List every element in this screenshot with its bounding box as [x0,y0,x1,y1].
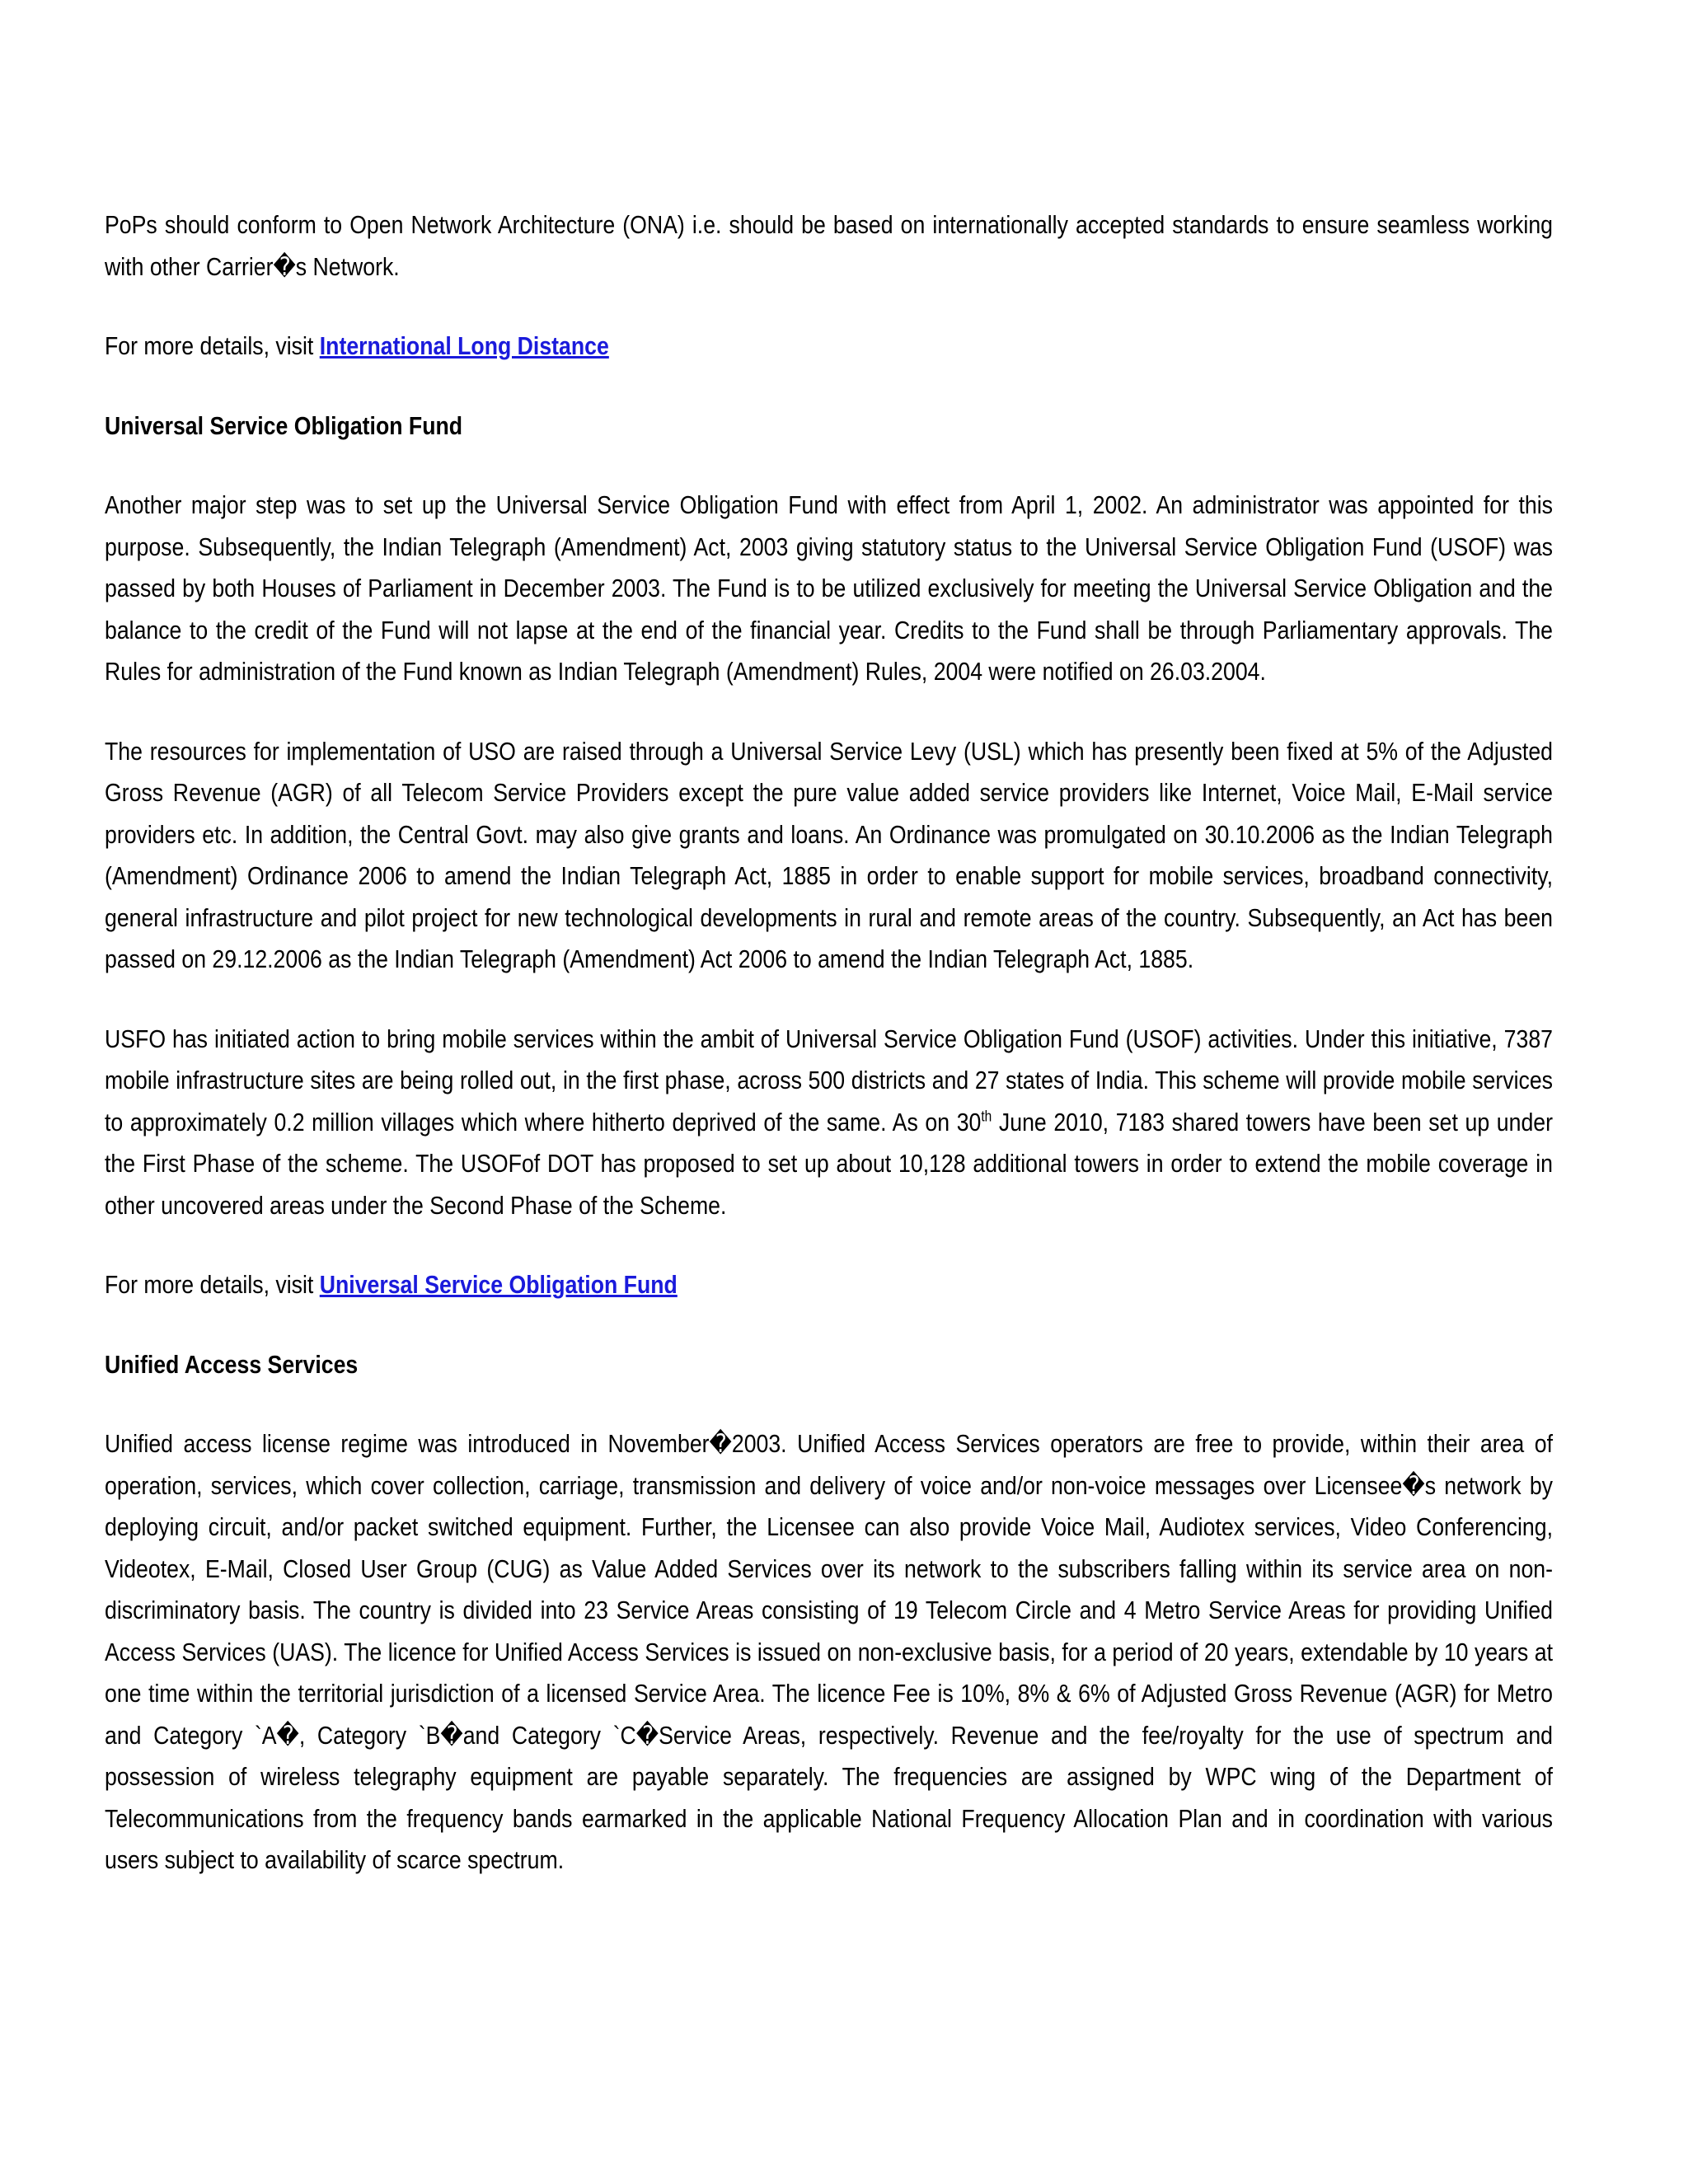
usof-paragraph-3-part-b: June 2010, 7183 shared towers have been set up under the First Phase of the scheme. The USOFof DOT has proposed to set up about 10,128 additional towers in order to extend the mobile coverage in other uncovered areas under the Second Phase of the Scheme. [105,1107,1553,1220]
usof-details-prefix: For more details, visit [105,1270,320,1299]
usof-paragraph-3 [105,1019,1553,1227]
usof-details-line [105,1264,1553,1306]
document-page [105,204,1553,1919]
ordinal-suffix: th [981,1108,992,1125]
ona-paragraph [105,204,1553,288]
ild-details-line [105,326,1553,368]
usof-paragraph-2: The resources for implementation of USO are raised through a Universal Service Levy (USL) which has presently been fixed at 5% of the Adjusted Gross Revenue (AGR) of all Telecom Service Providers except the pure value added service providers like Internet, Voice Mail, E-Mail service providers etc. In addition, the Central Govt. may also give grants and loans. An Ordinance was promulgated on 30.10.2006 as the Indian Telegraph (Amendment) Ordinance 2006 to amend the Indian Telegraph Act, 1885 in order to enable support for mobile services, broadband connectivity, general infrastructure and pilot project for new technological developments in rural and remote areas of the country. Subsequently, an Act has been passed on 29.12.2006 as the Indian Telegraph (Amendment) Act 2006 to amend the Indian Telegraph Act, 1885. [105,736,1553,973]
international-long-distance-link[interactable]: International Long Distance [319,331,609,360]
usof-paragraph-1: Another major step was to set up the Universal Service Obligation Fund with effect from April 1, 2002. An administrator was appointed for this purpose. Subsequently, the Indian Telegraph (Amendment) Act, 2003 giving statutory status to the Universal Service Obligation Fund (USOF) was passed by both Houses of Parliament in December 2003. The Fund is to be utilized exclusively for meeting the Universal Service Obligation and the balance to the credit of the Fund will not lapse at the end of the financial year. Credits to the Fund shall be through Parliamentary approvals. The Rules for administration of the Fund known as Indian Telegraph (Amendment) Rules, 2004 were notified on 26.03.2004. [105,490,1553,686]
usof-paragraph-3-part-a: USFO has initiated action to bring mobile services within the ambit of Universal Service Obligation Fund (USOF) activities. Under this initiative, 7387 mobile infrastructure sites are being rolled out, in the first phase, across 500 districts and 27 states of India. This scheme will provide mobile services to approximately 0.2 million villages which where hitherto deprived of the same. As on 30 [105,1024,1553,1137]
uas-heading: Unified Access Services [105,1349,359,1379]
ild-details-prefix: For more details, visit [105,331,320,360]
usof-heading: Universal Service Obligation Fund [105,410,463,440]
universal-service-obligation-fund-link[interactable]: Universal Service Obligation Fund [319,1270,678,1299]
ona-paragraph-text: PoPs should conform to Open Network Architecture (ONA) i.e. should be based on internationally accepted standards to ensure seamless working with other Carrier�s Network. [105,210,1553,281]
uas-paragraph-1: Unified access license regime was introduced in November�2003. Unified Access Services operators are free to provide, within their area of operation, services, which cover collection, carriage, transmission and delivery of voice and/or non-voice messages over Licensee�s network by deploying circuit, and/or packet switched equipment. Further, the Licensee can also provide Voice Mail, Audiotex services, Video Conferencing, Videotex, E-Mail, Closed User Group (CUG) as Value Added Services over its network to the subscribers falling within its service area on non-discriminatory basis. The country is divided into 23 Service Areas consisting of 19 Telecom Circle and 4 Metro Service Areas for providing Unified Access Services (UAS). The licence for Unified Access Services is issued on non-exclusive basis, for a period of 20 years, extendable by 10 years at one time within the territorial jurisdiction of a licensed Service Area. The licence Fee is 10%, 8% & 6% of Adjusted Gross Revenue (AGR) for Metro and Category `A�, Category `B�and Category `C�Service Areas, respectively. Revenue and the fee/royalty for the use of spectrum and possession of wireless telegraphy equipment are payable separately. The frequencies are assigned by WPC wing of the Department of Telecommunications from the frequency bands earmarked in the applicable National Frequency Allocation Plan and in coordination with various users subject to availability of scarce spectrum. [105,1429,1553,1874]
